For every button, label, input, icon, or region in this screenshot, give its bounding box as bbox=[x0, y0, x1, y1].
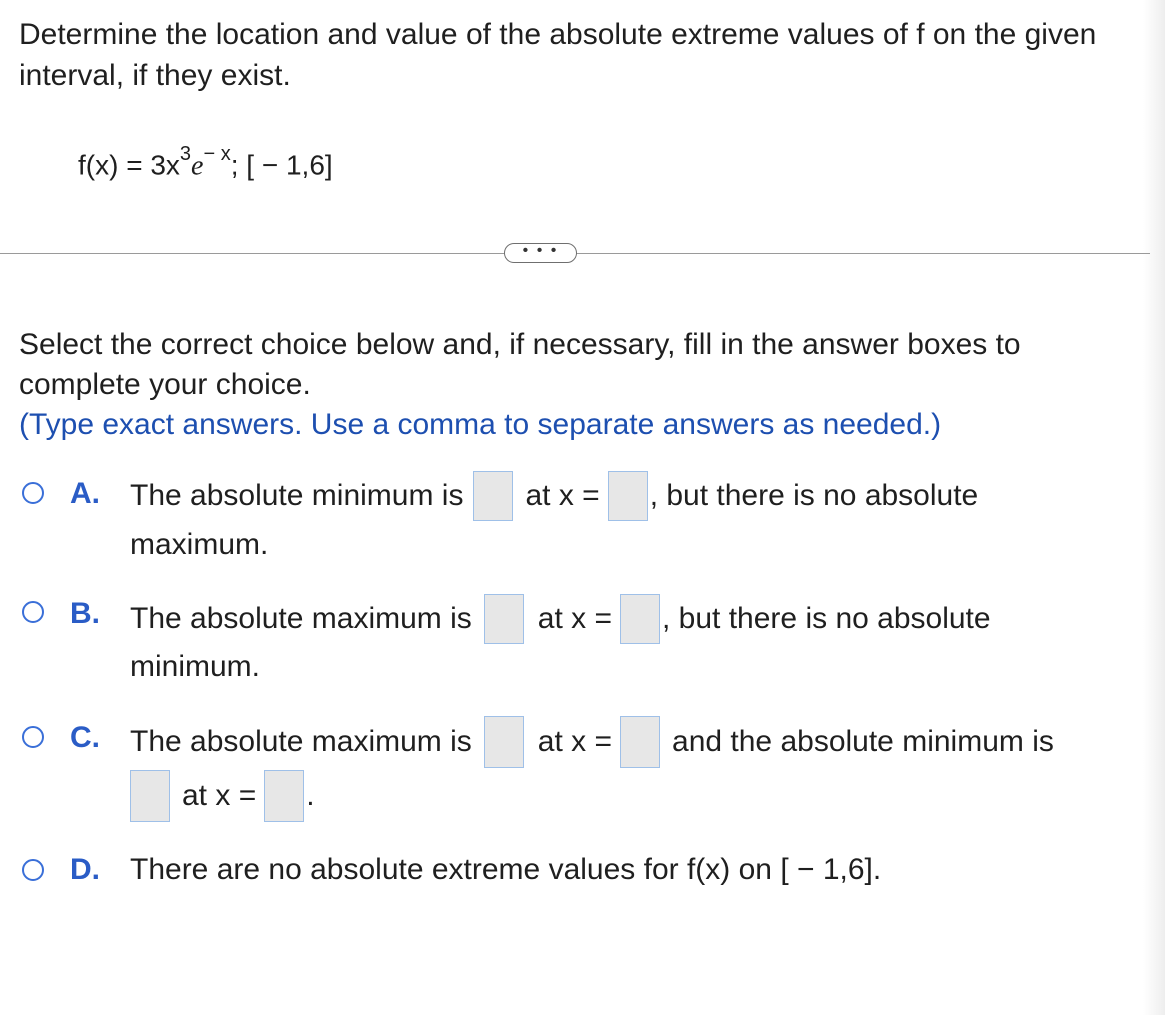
choice-a-text-2: at x = bbox=[525, 479, 600, 512]
hint-text: (Type exact answers. Use a comma to separate answers as needed.) bbox=[19, 408, 942, 441]
choice-b-text-2: at x = bbox=[537, 602, 613, 635]
choice-a-text-line2: maximum. bbox=[130, 528, 269, 561]
choice-c-min-value-box[interactable] bbox=[130, 770, 170, 822]
choice-b-text-1: The absolute maximum is bbox=[130, 602, 472, 635]
choice-d-radio[interactable] bbox=[22, 859, 44, 881]
choice-c-text-2: at x = bbox=[537, 725, 613, 758]
choice-c-min-x-box[interactable] bbox=[264, 770, 304, 822]
choice-a-text-1: The absolute minimum is bbox=[130, 479, 464, 512]
choice-b-max-value-box[interactable] bbox=[484, 594, 524, 644]
choice-a-text-3: , but there is no absolute bbox=[649, 479, 979, 512]
choice-b-text-line2: minimum. bbox=[130, 650, 261, 683]
choice-b-text-3: , but there is no absolute bbox=[662, 602, 991, 635]
choice-c-letter: C. bbox=[70, 721, 100, 754]
choice-c-text-3: and the absolute minimum is bbox=[672, 725, 1054, 758]
choice-a-x-box[interactable] bbox=[608, 471, 648, 521]
choice-c-text-end: . bbox=[306, 779, 315, 812]
choice-b-x-box[interactable] bbox=[620, 594, 660, 644]
formula-exponent-neg-x: − x bbox=[203, 143, 231, 165]
choice-a-radio[interactable] bbox=[22, 482, 44, 504]
more-options-button[interactable]: • • • bbox=[504, 243, 577, 263]
formula-e: e bbox=[191, 150, 204, 182]
question-text: Determine the location and value of the absolute extreme values of f on the given interval, if they exist. bbox=[19, 18, 1097, 92]
choice-b-radio[interactable] bbox=[22, 601, 44, 623]
choice-a-letter: A. bbox=[70, 477, 100, 510]
formula-lhs: f(x) = 3x bbox=[78, 149, 180, 181]
instruction-text: Select the correct choice below and, if necessary, fill in the answer boxes to complete your choice. bbox=[19, 328, 1021, 401]
choice-b-letter: B. bbox=[70, 597, 100, 630]
edge-shade bbox=[1143, 0, 1165, 1015]
choice-a-min-value-box[interactable] bbox=[473, 471, 513, 521]
formula-exponent-3: 3 bbox=[179, 143, 192, 165]
choice-d-text: There are no absolute extreme values for f(x) on [ − 1,6]. bbox=[130, 853, 882, 886]
choice-c-text-1: The absolute maximum is bbox=[130, 725, 472, 758]
choice-c-max-x-box[interactable] bbox=[620, 716, 660, 768]
formula-interval: ; [ − 1,6] bbox=[230, 149, 333, 181]
choice-d-letter: D. bbox=[70, 853, 100, 886]
function-formula bbox=[78, 138, 333, 186]
choice-c-radio[interactable] bbox=[22, 726, 44, 748]
choice-c-text-4: at x = bbox=[182, 779, 257, 812]
choice-c-max-value-box[interactable] bbox=[484, 716, 524, 768]
